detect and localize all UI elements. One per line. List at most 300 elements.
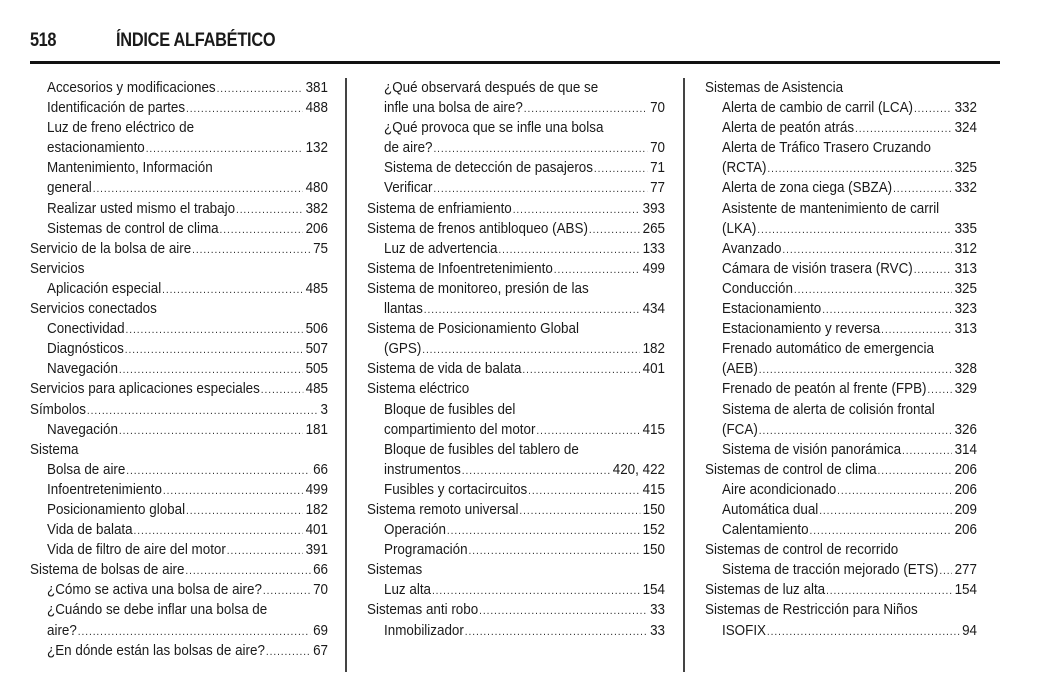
entry-label: ¿Qué provoca que se infle una bolsa [384,120,604,137]
page-reference: 328 [954,361,977,378]
dot-leader [192,240,310,259]
entry-label: Servicio de la bolsa de aire [30,240,192,257]
page-reference: 181 [305,421,328,438]
entry-label: Servicios conectados [30,301,157,318]
dot-leader [519,501,639,520]
entry-label: Vida de filtro de aire del motor [47,542,226,559]
entry-label: Alerta de Tráfico Trasero Cruzando [722,140,931,157]
entry-label: Estacionamiento y reversa [722,321,881,338]
entry-label: (FCA) [722,421,758,438]
entry-label: Cámara de visión trasera (RVC) [722,260,913,277]
entry-label: Sistema de bolsas de aire [30,562,185,579]
entry-label: (RCTA) [722,160,767,177]
page-reference: 507 [305,341,328,358]
entry-label: Luz de advertencia [384,240,498,257]
entry-label: Sistemas de control de clima [705,461,877,478]
index-entry [705,580,977,600]
entry-label: de aire? [384,140,433,157]
index-entry [367,600,665,620]
index-subentry [705,239,977,259]
index-subentry [367,480,665,500]
index-subentry [367,239,665,259]
entry-label: Avanzado [722,240,782,257]
index-column-2 [367,78,665,641]
entry-label: Sistema eléctrico [367,381,470,398]
index-entry [705,540,977,560]
index-subentry [705,379,977,399]
dot-leader [469,541,640,560]
entry-label: ISOFIX [722,622,767,639]
dot-leader [914,99,952,118]
page-number: 518 [30,30,56,51]
index-subentry [367,621,665,641]
dot-leader [134,521,303,540]
entry-label: Identificación de partes [47,100,186,117]
entry-label: (LKA) [722,220,757,237]
entry-label: Alerta de peatón atrás [722,120,855,137]
entry-label: Conectividad [47,321,125,338]
page-reference: 329 [954,381,977,398]
dot-leader [498,240,639,259]
dot-leader [447,521,640,540]
dot-leader [465,622,648,641]
index-subentry [367,440,665,460]
index-subentry [705,118,977,138]
entry-label: Sistema de tracción mejorado (ETS) [722,562,939,579]
page-reference: 206 [305,220,328,237]
entry-label: Asistente de mantenimiento de carril [722,200,940,217]
entry-label: infle una bolsa de aire? [384,100,523,117]
column-divider [683,78,685,672]
index-subentry [367,460,665,480]
entry-label: (GPS) [384,341,422,358]
page-reference: 401 [305,522,328,539]
entry-label: Sistemas de Asistencia [705,80,844,96]
dot-leader [902,441,952,460]
index-subentry [367,420,665,440]
entry-label: Sistema de alerta de colisión frontal [722,401,935,418]
entry-label: Sistema de Posicionamiento Global [367,321,579,338]
page-reference: 152 [642,522,665,539]
dot-leader [266,642,310,661]
dot-leader [767,159,951,178]
page-reference: 265 [642,220,665,237]
entry-label: Sistemas de control de recorrido [705,542,899,559]
entry-label: Sistemas [367,562,423,579]
dot-leader [125,340,303,359]
page-reference: 94 [962,622,977,639]
index-subentry [705,621,977,641]
dot-leader [119,421,303,440]
index-subentry [367,178,665,198]
index-subentry [367,520,665,540]
entry-label: Sistema remoto universal [367,501,519,518]
dot-leader [589,220,640,239]
entry-label: estacionamiento [47,140,145,157]
dot-leader [479,601,647,620]
page-reference: 499 [305,481,328,498]
page-reference: 206 [954,461,977,478]
index-subentry [705,400,977,420]
page-reference: 312 [954,240,977,257]
entry-label: Calentamiento [722,522,809,539]
entry-label: Sistema de visión panorámica [722,441,902,458]
index-column-1 [30,78,328,661]
entry-label: Aplicación especial [47,280,162,297]
index-entry [367,560,665,580]
page-reference: 434 [642,301,665,318]
entry-label: Accesorios y modificaciones [47,80,216,96]
dot-leader [914,260,952,279]
dot-leader [878,461,952,480]
page-reference: 480 [305,180,328,197]
dot-leader [782,240,951,259]
index-entry [367,379,665,399]
page-reference: 314 [954,441,977,458]
page-reference: 332 [954,100,977,117]
index-subentry [705,259,977,279]
index-subentry [30,339,328,359]
entry-label: Sistema de Infoentretenimiento [367,260,553,277]
entry-label: Símbolos [30,401,86,418]
page-reference: 71 [650,160,665,177]
index-subentry [705,158,977,178]
entry-label: Vida de balata [47,522,133,539]
dot-leader [87,401,318,420]
index-subentry [367,158,665,178]
index-subentry [367,339,665,359]
dot-leader [146,139,303,158]
index-subentry [705,299,977,319]
page-reference: 485 [305,381,328,398]
entry-label: Operación [384,522,446,539]
page-reference: 332 [954,180,977,197]
index-subentry [705,199,977,219]
page-reference: 77 [650,180,665,197]
entry-label: (AEB) [722,361,758,378]
entry-label: Luz de freno eléctrico de [47,120,195,137]
index-entry [367,219,665,239]
page-reference: 326 [954,421,977,438]
page-reference: 325 [954,280,977,297]
dot-leader [528,481,640,500]
page-reference: 3 [320,401,328,418]
index-subentry [30,520,328,540]
dot-leader [263,581,310,600]
index-subentry [705,359,977,379]
index-subentry [30,460,328,480]
dot-leader [433,179,647,198]
index-subentry [705,440,977,460]
index-subentry [30,158,328,178]
page-reference: 150 [642,542,665,559]
index-subentry [30,621,328,641]
entry-label: Diagnósticos [47,341,124,358]
dot-leader [424,300,640,319]
dot-leader [819,501,952,520]
index-subentry [30,480,328,500]
dot-leader [217,79,303,98]
entry-label: Fusibles y cortacircuitos [384,481,528,498]
entry-label: Bloque de fusibles del tablero de [384,441,579,458]
entry-label: Bloque de fusibles del [384,401,516,418]
page-reference: 69 [313,622,328,639]
page-reference: 182 [642,341,665,358]
entry-label: Sistema de detección de pasajeros [384,160,593,177]
page-reference: 401 [642,361,665,378]
page-reference: 133 [642,240,665,257]
dot-leader [462,461,610,480]
dot-leader [432,581,640,600]
index-entry [705,460,977,480]
index-subentry [367,118,665,138]
index-entry [30,440,328,460]
index-entry [367,279,665,299]
page-reference: 506 [305,321,328,338]
entry-label: Sistemas anti robo [367,602,479,619]
entry-label: Sistemas de Restricción para Niños [705,602,918,619]
index-subentry [705,98,977,118]
index-entry [30,239,328,259]
dot-leader [433,139,647,158]
entry-label: ¿En dónde están las bolsas de aire? [47,642,265,659]
dot-leader [826,581,952,600]
page-reference: 206 [954,481,977,498]
dot-leader [536,421,639,440]
index-entry [367,500,665,520]
entry-label: ¿Cuándo se debe inflar una bolsa de [47,602,268,619]
index-subentry [30,138,328,158]
entry-label: Estacionamiento [722,301,822,318]
page-reference: 505 [305,361,328,378]
header-rule [30,61,1000,64]
entry-label: Sistema de enfriamiento [367,200,512,217]
index-entry [30,379,328,399]
page-reference: 381 [305,80,328,96]
index-subentry [30,420,328,440]
index-subentry [367,138,665,158]
dot-leader [186,501,303,520]
index-entry [30,299,328,319]
page-reference: 33 [650,622,665,639]
page-title: ÍNDICE ALFABÉTICO [116,30,276,51]
index-subentry [705,500,977,520]
entry-label: Programación [384,542,468,559]
page-reference: 415 [642,421,665,438]
entry-label: Infoentretenimiento [47,481,162,498]
entry-label: Navegación [47,361,118,378]
entry-label: Sistema [30,441,79,458]
dot-leader [927,380,951,399]
entry-label: instrumentos [384,461,461,478]
index-subentry [705,219,977,239]
dot-leader [185,561,310,580]
index-subentry [30,279,328,299]
dot-leader [810,521,952,540]
index-entry [367,319,665,339]
entry-label: Posicionamiento global [47,501,186,518]
index-subentry [705,279,977,299]
page-reference: 75 [313,240,328,257]
index-entry [705,78,977,98]
dot-leader [822,300,952,319]
entry-label: Aire acondicionado [722,481,837,498]
dot-leader [119,360,303,379]
page-reference: 150 [642,501,665,518]
index-subentry [367,580,665,600]
page-reference: 70 [650,100,665,117]
dot-leader [163,481,303,500]
page-reference: 415 [642,481,665,498]
index-entry [367,259,665,279]
entry-label: Luz alta [384,582,432,599]
index-subentry [705,339,977,359]
index-subentry [30,199,328,219]
dot-leader [939,561,952,580]
page-reference: 324 [954,120,977,137]
page-reference: 206 [954,522,977,539]
entry-label: llantas [384,301,423,318]
page-reference: 335 [954,220,977,237]
index-subentry [705,480,977,500]
index-subentry [30,600,328,620]
index-subentry [705,560,977,580]
dot-leader [78,622,311,641]
index-subentry [30,641,328,661]
index-subentry [30,580,328,600]
page-reference: 313 [954,321,977,338]
page-reference: 70 [650,140,665,157]
dot-leader [794,280,952,299]
index-subentry [30,359,328,379]
index-subentry [30,118,328,138]
entry-label: compartimiento del motor [384,421,536,438]
index-subentry [30,98,328,118]
dot-leader [162,280,303,299]
index-subentry [705,319,977,339]
entry-label: general [47,180,92,197]
page-reference: 70 [313,582,328,599]
entry-label: Servicios para aplicaciones especiales [30,381,260,398]
dot-leader [855,119,952,138]
index-subentry [30,178,328,198]
entry-label: Realizar usted mismo el trabajo [47,200,236,217]
index-entry [367,199,665,219]
page-reference: 391 [305,542,328,559]
dot-leader [261,380,303,399]
page-reference: 67 [313,642,328,659]
entry-label: Verificar [384,180,433,197]
index-subentry [367,540,665,560]
entry-label: Alerta de cambio de carril (LCA) [722,100,914,117]
entry-label: ¿Qué observará después de que se [384,80,599,96]
index-subentry [705,520,977,540]
index-subentry [367,98,665,118]
index-entry [367,359,665,379]
index-subentry [30,540,328,560]
entry-label: Servicios [30,260,85,277]
page-reference: 154 [642,582,665,599]
entry-label: Bolsa de aire [47,461,126,478]
entry-label: Automática dual [722,501,819,518]
page-reference: 485 [305,280,328,297]
index-column-3 [705,78,977,641]
entry-label: Sistema de monitoreo, presión de las [367,280,589,297]
dot-leader [227,541,303,560]
index-subentry [30,319,328,339]
dot-leader [893,179,952,198]
entry-label: Sistema de vida de balata [367,361,522,378]
dot-leader [236,200,303,219]
entry-label: aire? [47,622,77,639]
dot-leader [759,360,952,379]
page-reference: 499 [642,260,665,277]
entry-label: Inmobilizador [384,622,464,639]
dot-leader [522,360,639,379]
dot-leader [767,622,959,641]
dot-leader [757,220,952,239]
dot-leader [93,179,303,198]
column-divider [345,78,347,672]
index-subentry [705,178,977,198]
dot-leader [524,99,648,118]
page-reference: 313 [954,260,977,277]
dot-leader [126,461,310,480]
entry-label: Navegación [47,421,118,438]
index-subentry [30,78,328,98]
dot-leader [759,421,952,440]
index-subentry [705,138,977,158]
page-reference: 382 [305,200,328,217]
index-subentry [367,78,665,98]
page-reference: 323 [954,301,977,318]
index-entry [705,600,977,620]
page-reference: 488 [305,100,328,117]
dot-leader [594,159,647,178]
page-reference: 66 [313,461,328,478]
entry-label: Sistemas de control de clima [47,220,219,237]
page-header [30,30,1000,56]
page-reference: 182 [305,501,328,518]
dot-leader [554,260,640,279]
index-subentry [367,400,665,420]
page-reference: 66 [313,562,328,579]
index-subentry [30,500,328,520]
index-subentry [30,219,328,239]
page-reference: 33 [650,602,665,619]
index-entry [30,259,328,279]
page-reference: 420, 422 [612,461,665,478]
dot-leader [186,99,303,118]
page-reference: 209 [954,501,977,518]
page-reference: 277 [954,562,977,579]
dot-leader [513,200,640,219]
entry-label: ¿Cómo se activa una bolsa de aire? [47,582,262,599]
index-entry [30,560,328,580]
index-subentry [367,299,665,319]
page-reference: 393 [642,200,665,217]
entry-label: Frenado automático de emergencia [722,341,934,358]
entry-label: Conducción [722,280,793,297]
entry-label: Mantenimiento, Información [47,160,213,177]
entry-label: Sistemas de luz alta [705,582,826,599]
dot-leader [881,320,952,339]
dot-leader [422,340,640,359]
dot-leader [837,481,952,500]
index-subentry [705,420,977,440]
entry-label: Frenado de peatón al frente (FPB) [722,381,927,398]
entry-label: Alerta de zona ciega (SBZA) [722,180,893,197]
